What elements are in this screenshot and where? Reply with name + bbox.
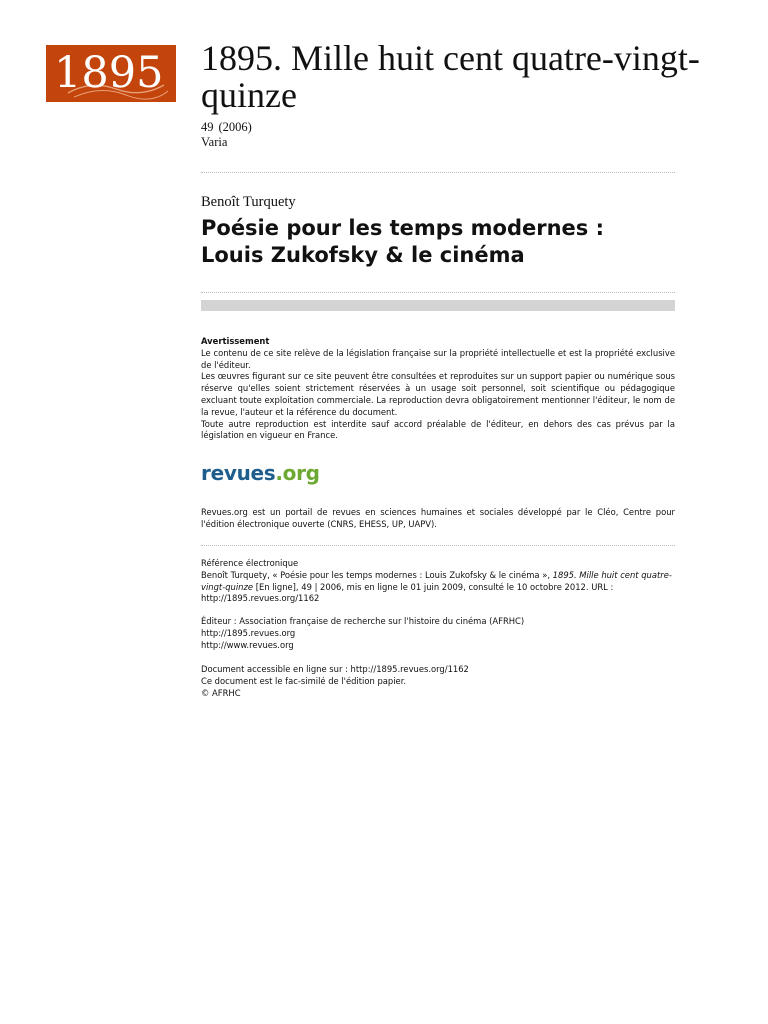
article-title-line2: Louis Zukofsky & le cinéma — [201, 243, 525, 267]
editor-link[interactable]: http://1895.revues.org — [201, 627, 296, 638]
editor-name: Éditeur : Association française de recherche sur l'histoire du cinéma (AFRHC) — [201, 616, 525, 626]
article-title-line1: Poésie pour les temps modernes : — [201, 216, 604, 240]
journal-logo — [46, 45, 176, 102]
issue-number: 49 — [201, 120, 214, 134]
editor-link[interactable]: http://www.revues.org — [201, 639, 294, 650]
warning-paragraph: Toute autre reproduction est interdite sauf accord préalable de l'éditeur, en dehors des cas prévus par la législation en vigueur en France. — [201, 418, 675, 441]
article-title — [201, 215, 675, 269]
warning-paragraph: Les œuvres figurant sur ce site peuvent être consultées et reproduites sur un support papier ou numérique sous réserve qu'elles soient strictement réservées à un usage soit personnel, soit scientifique ou pédagogique excluant toute exploitation commerciale. La reproduction devra obligatoirement mentionner l'éditeur, le nom de la revue, l'auteur et la référence du document. — [201, 371, 675, 417]
issue-year: (2006) — [218, 120, 252, 134]
access-url[interactable]: Document accessible en ligne sur : http://1895.revues.org/1162 — [201, 664, 469, 674]
journal-title: 1895. Mille huit cent quatre-vingt-quinze — [201, 38, 700, 115]
revues-logo-part2: .org — [275, 461, 320, 485]
warning-notice — [201, 336, 675, 442]
divider — [201, 172, 675, 173]
citation-end: [En ligne], 49 | 2006, mis en ligne le 01 juin 2009, consulté le 10 octobre 2012. URL : http://1895.revues.org/1162 — [201, 581, 614, 604]
section-name: Varia — [201, 135, 228, 149]
access-info — [201, 664, 675, 699]
citation-journal: 1895. Mille huit cent quatre-vingt-quinze — [201, 569, 672, 592]
facsimile-note: Ce document est le fac-similé de l'édition papier. — [201, 675, 407, 686]
issue-info — [201, 120, 252, 134]
reference-heading: Référence électronique — [201, 558, 299, 568]
divider — [201, 292, 675, 293]
reference-citation — [201, 570, 675, 605]
warning-paragraph: Le contenu de ce site relève de la législation française sur la propriété intellectuelle et est la propriété exclusive de l'éditeur. — [201, 347, 675, 370]
logo-text: 1895 — [54, 48, 164, 98]
citation-start: Benoît Turquety, « Poésie pour les temps modernes : Louis Zukofsky & le cinéma », — [201, 569, 553, 580]
electronic-reference — [201, 558, 675, 605]
copyright: © AFRHC — [201, 687, 241, 698]
editor-info — [201, 616, 675, 651]
warning-heading: Avertissement — [201, 336, 270, 346]
revues-logo-part1: revues — [201, 461, 276, 485]
portal-description: Revues.org est un portail de revues en sciences humaines et sociales développé par le Cléo, Centre pour l'édition électronique ouverte (CNRS, EHESS, UP, UAPV). — [201, 507, 675, 529]
revues-org-logo[interactable] — [201, 461, 320, 485]
separator-bar — [201, 300, 675, 311]
divider — [201, 545, 675, 546]
article-author: Benoît Turquety — [201, 194, 296, 210]
